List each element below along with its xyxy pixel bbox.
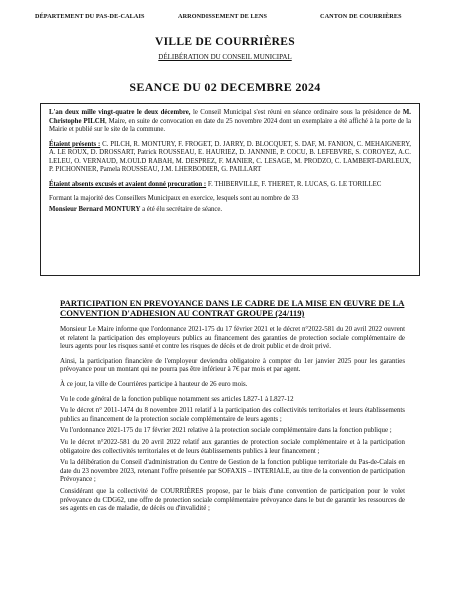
body-paragraph: Ainsi, la participation financière de l'employeur deviendra obligatoire à compter du 1er janvier 2025 pour les garanties prévoyance pour un montant qui ne pourra pas être inférieur à 7€ par mois et par agent.: [60, 357, 405, 374]
intro-text: le Conseil Municipal s'est réuni en séance ordinaire sous la présidence de: [190, 109, 403, 116]
body-paragraph: À ce jour, la ville de Courrières participe à hauteur de 26 euro mois.: [60, 380, 248, 388]
city-title: VILLE DE COURRIÈRES: [155, 36, 295, 48]
absent-paragraph: [49, 181, 411, 190]
section-body: [60, 326, 405, 517]
header-canton: CANTON DE COURRIÈRES: [320, 13, 402, 20]
absent-label: Étaient absents excusés et avaient donné procuration :: [49, 180, 207, 188]
header-department: DÉPARTEMENT DU PAS-DE-CALAIS: [35, 13, 145, 20]
intro-date: L'an deux mille vingt-quatre le deux décembre,: [49, 109, 191, 116]
body-paragraph: Vu la délibération du Conseil d'administration du Centre de Gestion de la fonction publique territoriale du Pas-de-Calais en date du 23 novembre 2023, retenant l'offre présentée par SOFAXIS – INTERIALE, au titre de la convention de participation Prévoyance ;: [60, 459, 405, 484]
session-info-box: [40, 103, 420, 276]
quorum-text: Formant la majorité des Conseillers Municipaux en exercice, lesquels sont au nombre de 33: [49, 195, 299, 202]
secretary-text: a été élu secrétaire de séance.: [140, 205, 223, 213]
mayor-name: M. Christophe PILCH: [49, 109, 411, 125]
body-paragraph: Monsieur Le Maire informe que l'ordonnance 2021-175 du 17 février 2021 et le décret n°2022-581 du 20 avril 2022 ouvrent et relatent la participation des employeurs publics au financement des garanties de protection sociale complémentaire de leurs agents pour les risques santé et contre les risques de décès et de droit public et de droit privé.: [60, 326, 405, 351]
deliberation-subtitle: DÉLIBÉRATION DU CONSEIL MUNICIPAL: [158, 53, 292, 61]
intro-paragraph: [49, 109, 411, 135]
absent-list: F. THIBERVILLE, F. THERET, R. LUCAS, G. LE TORILLEC: [206, 180, 382, 188]
body-paragraph: Considérant que la collectivité de COURRIÈRES propose, par le biais d'une convention de participation pour le volet prévoyance du CDG62, une offre de protection sociale complémentaire prévoyance dans le but de garantir les ressources de ses agents en cas de maladie, de décès ou d'invalidité ;: [60, 487, 405, 513]
session-date-title: SEANCE DU 02 DECEMBRE 2024: [129, 80, 321, 94]
body-paragraph: Vu le code général de la fonction publique notamment ses articles L827-1 à L827-12: [60, 395, 294, 403]
intro-end-text: , Maire, en suite de convocation en date du 25 novembre 2024 dont un exemplaire a été affiché à la porte de la Mairie et publié sur le site de la commune.: [49, 117, 411, 133]
section-title: PARTICIPATION EN PREVOYANCE DANS LE CADRE DE LA MISE EN ŒUVRE DE LA CONVENTION D'ADHESION AU CONTRAT GROUPE (24/119): [60, 298, 405, 318]
header-arrondissement: ARRONDISSEMENT DE LENS: [178, 13, 268, 20]
body-paragraph: Vu le décret n° 2011-1474 du 8 novembre 2011 relatif à la participation des collectivités territoriales et leurs établissements publics au financement de la protection sociale complémentaire de leurs agents ;: [60, 407, 405, 423]
body-paragraph: Vu le décret n°2022-581 du 20 avril 2022 relatif aux garanties de protection sociale complémentaire et à la participation obligatoire des collectivités territoriales et de leurs établissements publics à leur financement ;: [60, 438, 405, 455]
secretary-name: Monsieur Bernard MONTURY: [49, 205, 141, 213]
body-paragraph: Vu l'ordonnance 2021-175 du 17 février 2021 relative à la protection sociale complémentaire dans la fonction publique ;: [60, 427, 392, 435]
present-list: C. PILCH, R. MONTURY, F. FROGET, D. JARRY, D. BLOCQUET, S. DAF, M. FANION, C. MEHAIGNERY, A. LE ROUX, D. DROSSART, Patrick ROUSSEAU, E. HAURIEZ, D. JANNNIE, P. COCU, B. LEFEBVRE, S. COROYEZ, A.C. LELEU, O. VERNAUD, M.OULD RABAH, M. DESPREZ, F. MANIER, C. LESAGE, M. PRODZO, C. LAMBERT-DARLEUX, P. PICHONNIER, Pamela ROUSSEAU, J.M. LHERBODIER, G. PAILLART: [49, 140, 411, 173]
present-label: Étaient présents :: [49, 140, 101, 148]
secretary-paragraph: [49, 206, 411, 215]
present-paragraph: [49, 141, 411, 175]
